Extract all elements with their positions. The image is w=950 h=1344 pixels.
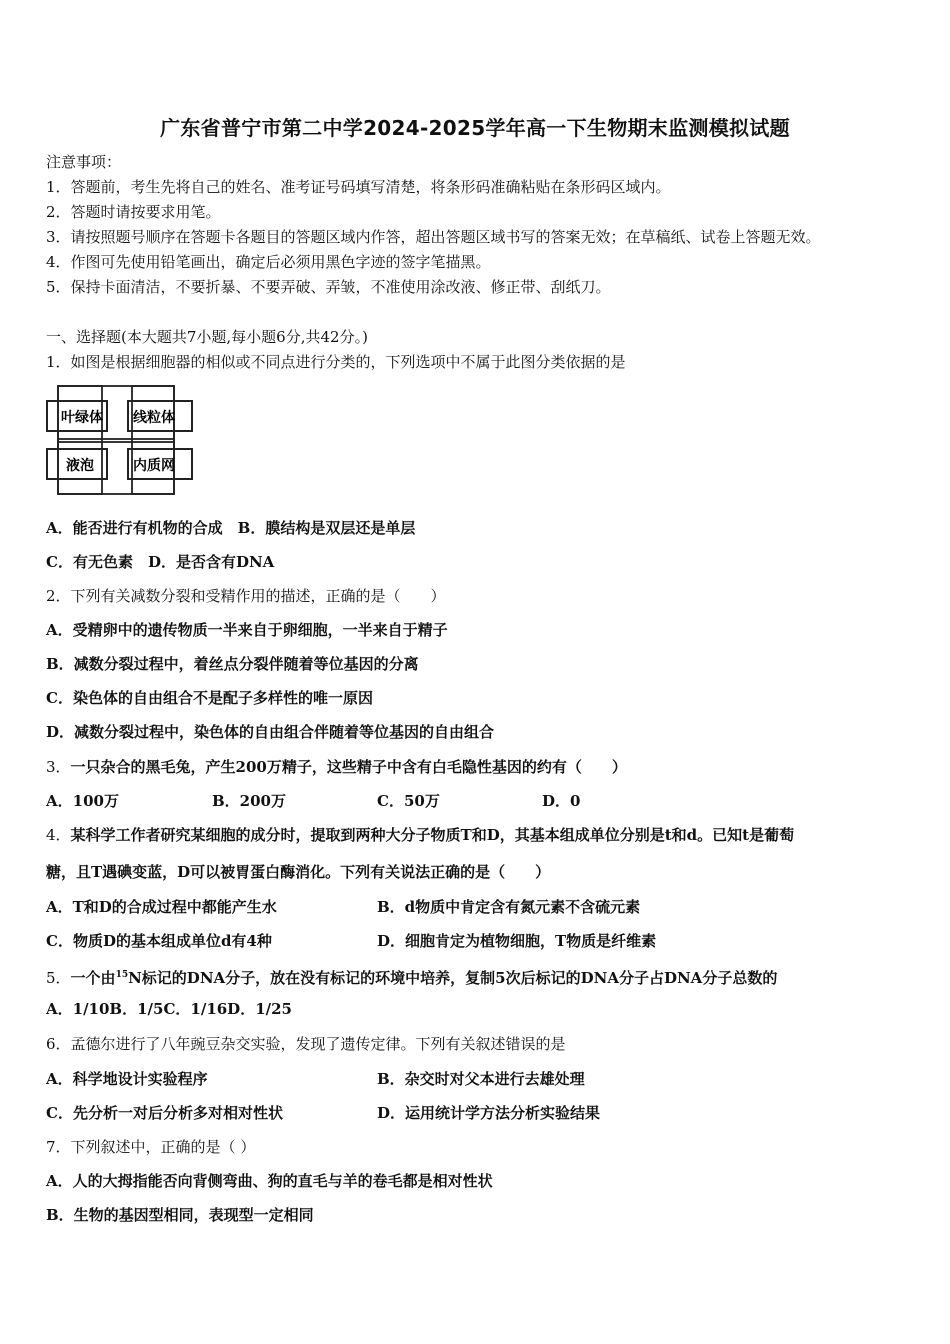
question-4-option-c: C．物质D的基本组成单位d有4种: [46, 932, 272, 950]
question-text-post: N标记的DNA分子，放在没有标记的环境中培养，复制5次后标记的DNA分子占DNA分子总数的: [128, 969, 778, 987]
notice-item: 3．请按照题号顺序在答题卡各题目的答题区域内作答，超出答题区域书写的答案无效；在草稿纸、试卷上答题无效。: [46, 228, 821, 246]
question-text: 如图是根据细胞器的相似或不同点进行分类的，下列选项中不属于此图分类依据的是: [70, 353, 626, 371]
question-6-option-b: B．杂交时对父本进行去雄处理: [377, 1070, 585, 1088]
question-7-option-a: A．人的大拇指能否向背侧弯曲、狗的直毛与羊的卷毛都是相对性状: [46, 1172, 493, 1190]
group-frame-left: [58, 386, 102, 494]
question-2-option-d: D．减数分裂过程中，染色体的自由组合伴随着等位基因的自由组合: [46, 723, 495, 741]
question-6-option-c: C．先分析一对后分析多对相对性状: [46, 1104, 283, 1122]
question-4-stem-line1: [46, 825, 794, 845]
cell-label-mitochondria: 线粒体: [133, 410, 175, 426]
notice-heading: 注意事项：: [46, 153, 122, 171]
question-2-option-a: A．受精卵中的遗传物质一半来自于卵细胞，一半来自于精子: [46, 621, 448, 639]
section-heading: 一、选择题(本大题共7小题,每小题6分,共42分。): [46, 328, 368, 346]
question-6-option-a: A．科学地设计实验程序: [46, 1070, 208, 1088]
question-7-stem: [46, 1137, 255, 1157]
question-text-pre: 一个由: [70, 969, 116, 987]
question-number: 3．: [46, 758, 71, 776]
organelle-classification-figure: [44, 383, 196, 497]
question-1-stem: [46, 352, 626, 372]
question-2-stem: [46, 586, 446, 606]
question-number: 5．: [46, 969, 71, 987]
cell-label-chloroplast: 叶绿体: [61, 410, 103, 426]
question-text: 某科学工作者研究某细胞的成分时，提取到两种大分子物质T和D，其基本组成单位分别是t和d。已知t是葡萄: [70, 826, 795, 844]
question-4-option-d: D．细胞肯定为植物细胞，T物质是纤维素: [377, 932, 657, 950]
question-2-option-b: B．减数分裂过程中，着丝点分裂伴随着等位基因的分离: [46, 655, 419, 673]
question-text: 一只杂合的黑毛兔，产生200万精子，这些精子中含有白毛隐性基因的约有（ ）: [70, 758, 627, 776]
question-3-option-d: D．0: [542, 792, 581, 810]
question-3-option-b: B．200万: [212, 792, 286, 810]
question-5-stem: [46, 965, 777, 988]
question-1-options-row2: C．有无色素 D．是否含有DNA: [46, 553, 275, 571]
question-number: 2．: [46, 587, 71, 605]
organelle-diagram: [44, 383, 196, 497]
question-2-option-c: C．染色体的自由组合不是配子多样性的唯一原因: [46, 689, 373, 707]
question-1-options-row1: A．能否进行有机物的合成 B．膜结构是双层还是单层: [46, 519, 416, 537]
question-4-option-a: A．T和D的合成过程中都能产生水: [46, 898, 277, 916]
notice-item: 5．保持卡面清洁，不要折暴、不要弄破、弄皱，不准使用涂改液、修正带、刮纸刀。: [46, 278, 611, 296]
question-7-option-b: B．生物的基因型相同，表现型一定相同: [46, 1206, 314, 1224]
group-frame-right: [132, 386, 174, 494]
cell-label-er: 内质网: [133, 458, 175, 474]
page-title: 广东省普宁市第二中学2024-2025学年高一下生物期末监测模拟试题: [160, 116, 790, 140]
question-number: 1．: [46, 353, 71, 371]
question-text: 孟德尔进行了八年豌豆杂交实验，发现了遗传定律。下列有关叙述错误的是: [70, 1035, 566, 1053]
notice-item: 2．答题时请按要求用笔。: [46, 203, 221, 221]
question-number: 6．: [46, 1035, 71, 1053]
question-4-option-b: B．d物质中肯定含有氮元素不含硫元素: [377, 898, 641, 916]
notice-item: 4．作图可先使用铅笔画出，确定后必须用黑色字迹的签字笔描黑。: [46, 253, 491, 271]
question-3-stem: [46, 757, 627, 777]
question-6-stem: [46, 1034, 566, 1054]
notice-item: 1．答题前，考生先将自己的姓名、准考证号码填写清楚，将条形码准确粘贴在条形码区域内。: [46, 178, 671, 196]
question-3-option-c: C．50万: [377, 792, 440, 810]
isotope-superscript: 15: [115, 970, 129, 980]
question-5-options: A．1/10B．1/5C．1/16D．1/25: [46, 1000, 292, 1018]
cell-label-vacuole: 液泡: [66, 458, 94, 474]
question-3-option-a: A．100万: [46, 792, 119, 810]
question-6-option-d: D．运用统计学方法分析实验结果: [377, 1104, 601, 1122]
question-text: 下列叙述中，正确的是（ ）: [70, 1138, 256, 1156]
question-number: 4．: [46, 826, 71, 844]
question-4-stem-line2: 糖，且T遇碘变蓝，D可以被胃蛋白酶消化。下列有关说法正确的是（ ）: [46, 863, 551, 881]
question-text: 下列有关减数分裂和受精作用的描述，正确的是（ ）: [70, 587, 446, 605]
question-number: 7．: [46, 1138, 71, 1156]
